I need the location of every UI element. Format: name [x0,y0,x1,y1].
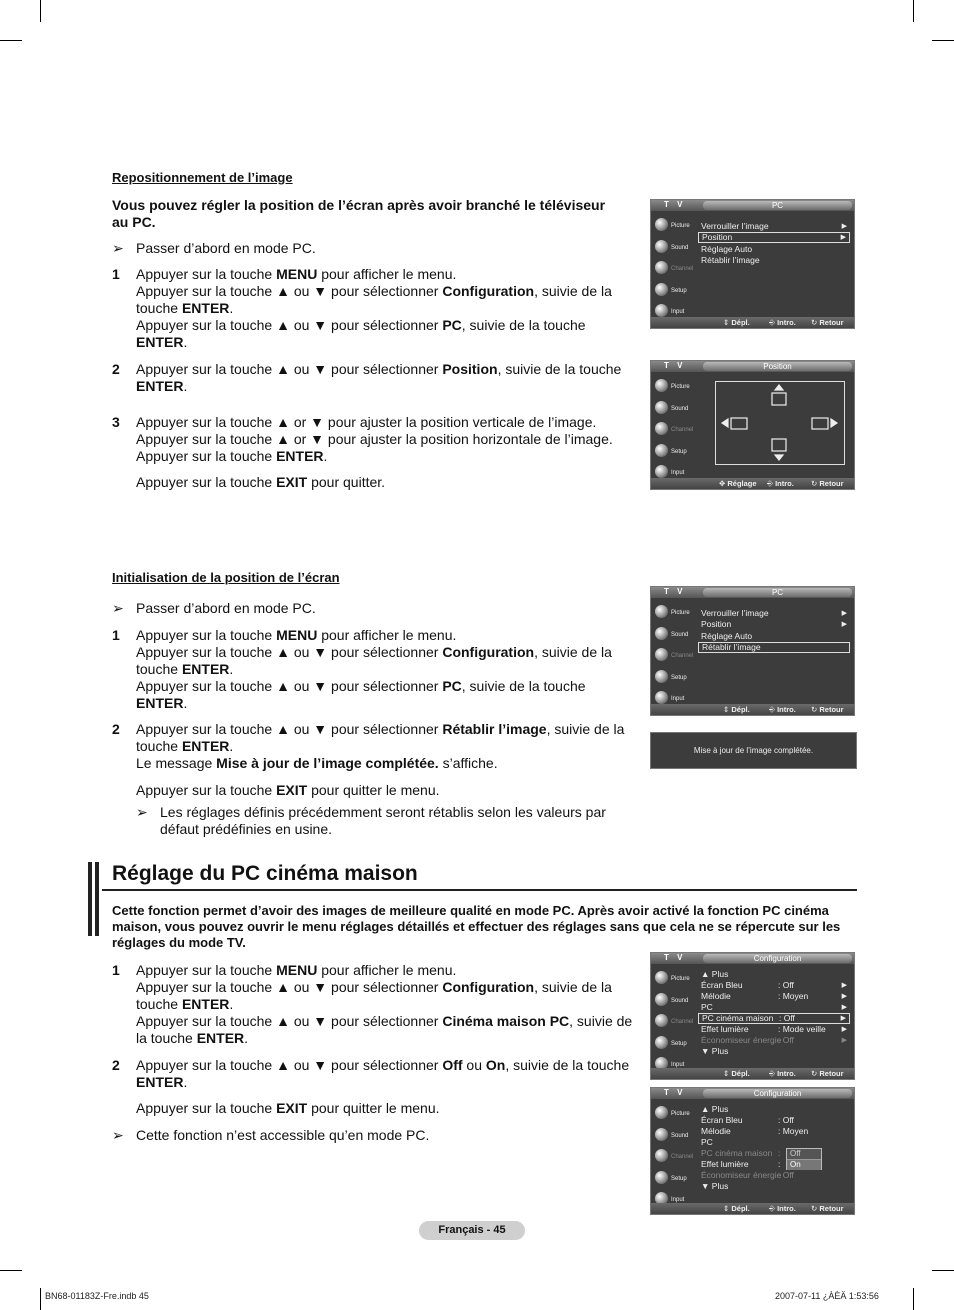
osd-menu-icon [655,993,668,1006]
osd-side-label: Sound [671,997,689,1004]
note-text: Passer d’abord en mode PC. [136,240,316,256]
osd-side-label: Setup [671,1175,687,1182]
osd-side-label: Input [671,1197,685,1203]
osd-popup: Off On [786,1148,822,1170]
note-arrow-icon: ➢ [112,1127,124,1143]
osd-side-label: Channel [671,427,694,433]
note-arrow-icon: ➢ [136,804,148,820]
osd-menu-icon [655,218,668,231]
section-title: Repositionnement de l’image [112,170,293,185]
osd-menu-icon [655,691,668,704]
osd-side-label: Picture [671,223,690,229]
osd-side-item [654,1169,694,1187]
step-1-text: Appuyer sur la touche MENU pour afficher le menu. Appuyer sur la touche ▲ ou ▼ pour sélectionner Configuration, suivie de la touche ENTER. Appuyer sur la touche ▲ ou ▼ pour sélectionner PC, suivie de la touche ENTER. [136,266,612,350]
crop-mark [932,40,954,41]
osd-side-item [654,420,694,438]
step-number: 1 [112,962,120,978]
osd-side-item [654,1126,694,1144]
note-text: Les réglages définis précédemment seront rétablis selon les valeurs par [160,804,606,820]
step-number: 2 [112,1057,120,1073]
osd-side-label: Input [671,309,685,315]
osd-menu-icon [655,261,668,274]
osd-side-label: Sound [671,631,689,638]
position-frame [715,381,845,465]
osd-menu-icon [655,401,668,414]
osd-menu-icon [655,1036,668,1049]
osd-menu-icon [655,240,668,253]
osd-side-label: Sound [671,1132,689,1139]
heading-bar [95,862,99,936]
osd-side-label: Input [671,470,685,476]
osd-side-item [654,969,694,987]
osd-menu-icon [655,1106,668,1119]
osd-menu-icon [655,1014,668,1027]
osd-message-box: Mise à jour de l’image complétée. [650,732,857,769]
osd-side-item [654,399,694,417]
osd-menu-icon [655,971,668,984]
osd-side-label: Channel [671,266,694,272]
osd-menu-icon [655,465,668,478]
osd-side-label: Channel [671,653,694,659]
osd-side-item [654,991,694,1009]
osd-side-label: Channel [671,1019,694,1025]
osd-menu-icon [655,605,668,618]
osd-side-label: Setup [671,448,687,455]
osd-pc-menu: T V PC Picture Sound Channel Setup Input Verrouiller l’image ▶ Position ▶ Réglage Auto Rétablir l’image ⇕ Dépl. ⎆ Intro. ↻ Retour [650,199,855,329]
section-title: Initialisation de la position de l’écran [112,570,340,585]
step-2-text: Appuyer sur la touche ▲ ou ▼ pour sélectionner Off ou On, suivie de la touche [136,1057,630,1073]
osd-side-item [654,603,694,621]
osd-menu-icon [655,670,668,683]
osd-side-item [654,281,694,299]
osd-side-item [654,1104,694,1122]
osd-side-item [654,668,694,686]
osd-side-item [654,625,694,643]
osd-menu-icon [655,1128,668,1141]
osd-side-item [654,1147,694,1165]
osd-menu-icon [655,283,668,296]
osd-side-item [654,216,694,234]
osd-side-item [654,1034,694,1052]
osd-pc-menu-reset: T V PC Picture Sound Channel Setup Input Verrouiller l’image ▶ Position ▶ Réglage Auto Rétablir l’image ⇕ Dépl. ⎆ Intro. ↻ Retour [650,586,855,716]
osd-menu-icon [655,648,668,661]
step-2-text: Appuyer sur la touche ▲ ou ▼ pour sélectionner Rétablir l’image, suivie de la touche ENTER. Le message Mise à jour de l’image complétée. s’affiche. [136,721,625,771]
footer-file: BN68-01183Z-Fre.indb 45 [45,1291,149,1301]
osd-side-label: Input [671,696,685,702]
note-arrow-icon: ➢ [112,600,124,616]
osd-side-label: Setup [671,287,687,294]
osd-position-menu: T V Position Picture Sound Channel Setup Input ✥ Réglage ⎆ Intro. ↻ Retour [650,360,855,490]
osd-side-label: Picture [671,976,690,982]
note-arrow-icon: ➢ [112,240,124,256]
step-number: 1 [112,266,120,282]
osd-side-label: Sound [671,244,689,251]
heading-bar [88,862,92,936]
osd-menu-icon [655,304,668,317]
step-1-text: Appuyer sur la touche MENU pour afficher le menu. Appuyer sur la touche ▲ ou ▼ pour sélectionner Configuration, suivie de la touche ENTER. Appuyer sur la touche ▲ ou ▼ pour sélectionner Cinéma maison PC, suivie de la touche ENTER. [136,962,633,1046]
exit-text: Appuyer sur la touche EXIT pour quitter le menu. [136,782,440,798]
step-2-text: ENTER. [136,1074,188,1090]
crop-mark [40,1288,41,1310]
section-heading: Réglage du PC cinéma maison [112,862,418,885]
osd-side-item [654,646,694,664]
crop-mark [913,1288,914,1310]
osd-side-label: Picture [671,610,690,616]
step-number: 3 [112,414,120,430]
page-number-badge: Français - 45 [419,1221,525,1240]
crop-mark [932,1270,954,1271]
osd-side-label: Picture [671,384,690,390]
osd-side-label: Sound [671,405,689,412]
osd-side-item [654,1012,694,1030]
crop-mark [913,0,914,22]
exit-text: Appuyer sur la touche EXIT pour quitter le menu. [136,1100,440,1116]
intro-text: Vous pouvez régler la position de l’écran après avoir branché le téléviseur au PC. [112,197,606,230]
osd-side-label: Setup [671,1040,687,1047]
osd-menu-icon [655,1149,668,1162]
intro-text: Cette fonction permet d’avoir des images de meilleure qualité en mode PC. Après avoir activé la fonction PC cinéma [112,903,829,918]
osd-menu-icon [655,1171,668,1184]
osd-side-item [654,238,694,256]
intro-text: réglages du mode TV. [112,935,246,950]
crop-mark [0,40,22,41]
step-2-text: Appuyer sur la touche ▲ ou ▼ pour sélectionner Position, suivie de la touche ENTER. [136,361,622,394]
osd-side-item [654,442,694,460]
note-text: défaut prédéfinies en usine. [160,821,333,837]
osd-side-label: Setup [671,674,687,681]
exit-text: Appuyer sur la touche EXIT pour quitter. [136,474,386,490]
intro-text: maison, vous pouvez ouvrir le menu réglages détaillés et effectuer des réglages sans que cela ne se répercute sur les [112,919,841,934]
osd-side-label: Picture [671,1111,690,1117]
osd-side-label: Channel [671,1154,694,1160]
step-number: 1 [112,627,120,643]
osd-menu-icon [655,422,668,435]
note-text: Passer d’abord en mode PC. [136,600,316,616]
step-number: 2 [112,721,120,737]
heading-rule [102,889,857,891]
osd-side-label: Input [671,1062,685,1068]
osd-config-menu: T V Configuration Picture Sound Channel Setup Input ▲ Plus Écran Bleu : Off ▶ Mélodie : Moyen ▶ PC ▶ PC cinéma maison : Off ▶ Effet lumière : Mode veille ▶ Économiseur énergie : Off ▶ ▼ Plus ⇕ Dépl. ⎆ Intro. ↻ Retour [650,952,855,1080]
osd-config-popup: T V Configuration Picture Sound Channel Setup Input ▲ Plus Écran Bleu : Off Mélodie : Moyen PC PC cinéma maison : Effet lumière : Économiseur énergie : Off ▼ Plus Off On ⇕ Dépl. ⎆ Intro. ↻ Retour [650,1087,855,1215]
osd-side-item [654,259,694,277]
osd-menu-icon [655,627,668,640]
crop-mark [0,1270,22,1271]
osd-menu-icon [655,379,668,392]
footer-date: 2007-07-11 ¿ÀÈÄ 1:53:56 [775,1291,879,1301]
crop-mark [40,0,41,22]
note-text: Cette fonction n’est accessible qu’en mode PC. [136,1127,430,1143]
step-3-text: Appuyer sur la touche ▲ or ▼ pour ajuster la position verticale de l’image. Appuyer sur la touche ▲ or ▼ pour ajuster la position horizontale de l’image. Appuyer sur la touche ENTER. [136,414,613,464]
osd-side-item [654,377,694,395]
step-number: 2 [112,361,120,377]
step-1-text: Appuyer sur la touche MENU pour afficher le menu. Appuyer sur la touche ▲ ou ▼ pour sélectionner Configuration, suivie de la touche ENTER. Appuyer sur la touche ▲ ou ▼ pour sélectionner PC, suivie de la touche ENTER. [136,627,612,711]
osd-menu-icon [655,444,668,457]
